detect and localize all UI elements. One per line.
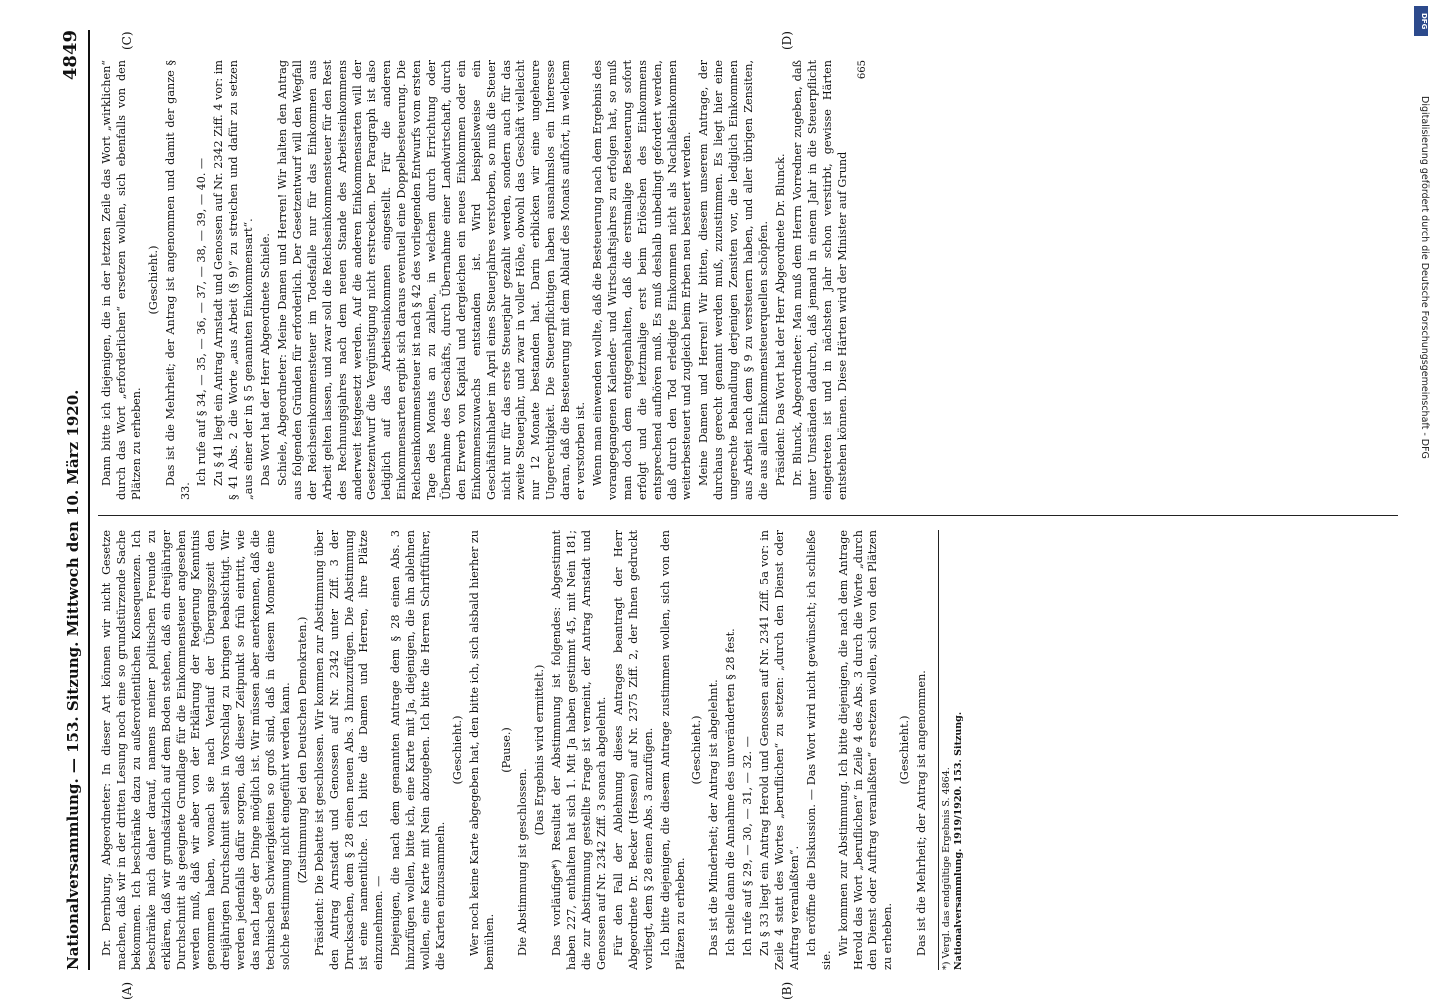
paragraph: Zu § 33 liegt ein Antrag Herold und Genossen auf Nr. 2341 Ziff. 5a vor: in Zeile 4 statt des Wortes „beruflichen“ zu setzen: „durch den Dienst oder Auftrag veranlaßten“. xyxy=(758,530,801,970)
paragraph: Ich stelle dann die Annahme des unveränderten § 28 fest. xyxy=(724,628,738,956)
paragraph: Präsident: Das Wort hat der Herr Abgeordnete Dr. Blunck. xyxy=(773,153,787,486)
imprint: Nationalversammlung. 1919/1920. 153. Sitzung. xyxy=(953,711,965,970)
page-number: 4849 xyxy=(60,30,81,81)
paragraph: Ich eröffne die Diskussion. — Das Wort wird nicht gewünscht; ich schließe sie. xyxy=(804,530,833,970)
paragraph: Dr. Blunck, Abgeordneter: Man muß dem Herrn Vorredner zugeben, daß unter Umständen dadurch, daß jemand in einem Jahr in die Steuerpflicht eingetreten ist und in nächsten Jahr schon verstirbt, gewisse Härten entstehen können. Diese Härten wird der Minister auf Grund xyxy=(790,60,849,500)
paragraph: Ich bitte diejenigen, die diesem Antrage zustimmen wollen, sich von den Plätzen zu erheben. xyxy=(658,530,687,970)
paragraph: Ich rufe auf § 34, — 35, — 36, — 37, — 38, — 39, — 40. — xyxy=(195,157,209,486)
watermark-text: Digitalisierung gefördert durch die Deutsche Forschungsgemeinschaft - DFG xyxy=(1419,96,1430,459)
paragraph: (Zustimmung bei den Deutschen Demokraten.) xyxy=(295,616,309,884)
signature-mark: 665 xyxy=(857,60,869,80)
marker-a: (A) xyxy=(120,981,134,1000)
running-header xyxy=(60,30,90,970)
paragraph: Zu § 41 liegt ein Antrag Arnstadt und Genossen auf Nr. 2342 Ziff. 4 vor: im § 41 Abs. 2 die Worte „aus Arbeit (§ 9)“ zu streichen und dafür zu setzen „aus einer der in § 5 genannten Einkommensart“. xyxy=(212,60,256,500)
paragraph: (Das Ergebnis wird ermittelt.) xyxy=(533,664,547,836)
marker-c: (C) xyxy=(120,31,134,50)
footnote-text: *) Vergl. das endgültige Ergebnis S. 4864. xyxy=(941,767,953,970)
left-column xyxy=(100,530,1410,970)
paragraph: Meine Damen und Herren! Wir bitten, diesem unserem Antrage, der durchaus gerecht genannt werden muß, zuzustimmen. Es liegt hier eine ungerechte Behandlung derjenigen Zensiten vor, die lediglich Einkommen aus Arbeit nach dem § 9 zu versteuern haben, und aller übrigen Zensiten, die aus allen Einkommensteuerquellen schöpfen. xyxy=(697,60,770,500)
paragraph: (Pause.) xyxy=(499,727,513,773)
paragraph: Für den Fall der Ablehnung dieses Antrages beantragt der Herr Abgeordnete Dr. Becker (Hessen) auf Nr. 2375 Ziff. 2, der Ihnen gedruckt vorliegt, dem § 28 einen Abs. 3 anzufügen. xyxy=(611,530,655,970)
paragraph: Präsident: Die Debatte ist geschlossen. Wir kommen zur Abstimmung über den Antrag Arnstadt und Genossen auf Nr. 2342 unter Ziff. 3 der Drucksachen, dem § 28 einen neuen Abs. 3 hinzuzufügen. Die Abstimmung ist eine namentliche. Ich bitte die Damen und Herren, ihre Plätze einzunehmen. — xyxy=(312,530,386,970)
paragraph: Wer noch keine Karte abgegeben hat, den bitte ich, sich alsbald hierher zu bemühen. xyxy=(467,530,496,970)
paragraph: Schiele, Abgeordneter: Meine Damen und Herren! Wir halten den Antrag aus folgenden Gründen für erforderlich. Der Gesetzentwurf will den Wegfall der Reichseinkommensteuer im Todesfalle nur für das Einkommen aus Arbeit gelten lassen, und zwar soll die Reichseinkommensteuer für den Rest des Rechnungsjahres nach dem neuen Stande des Arbeitseinkommens anderweit festgesetzt werden. Auf die anderen Einkommensarten will der Gesetzentwurf die Vergünstigung nicht erstrecken. Der Paragraph ist also lediglich auf das Arbeitseinkommen eingestellt. Für die anderen Einkommensarten ergibt sich daraus eventuell eine Doppelbesteuerung. Die Reichseinkommensteuer ist nach § 42 des vorliegenden Entwurfs vom ersten Tage des Monats an zu zahlen, in welchem durch Errichtung oder Übernahme des Geschäfts, durch Übernahme einer Landwirtschaft, durch den Erwerb von Kapital und dergleichen ein neues Einkommen oder ein Einkommenszuwachs entstanden ist. Wird beispielsweise ein Geschäftsinhaber im April eines Steuerjahres verstorben, so muß die Steuer nicht nur für das erste Steuerjahr gezahlt werden, sondern auch für das zweite Steuerjahr, und zwar in voller Höhe, obwohl das Geschäft vielleicht nur 12 Monate bestanden hat. Darin erblicken wir eine ungeheure Ungerechtigkeit. Die Steuerpflichtigen haben ausnahmslos ein Interesse daran, daß die Besteuerung mit dem Ablauf des Monats aufhört, in welchem er verstorben ist. xyxy=(275,60,588,500)
paragraph: Das ist die Minderheit; der Antrag ist abgelehnt. xyxy=(707,679,721,956)
marker-d: (D) xyxy=(780,31,794,50)
paragraph: Dr. Dernburg, Abgeordneter: In dieser Art können wir nicht Gesetze machen, daß wir in der dritten Lesung noch eine so grundstürzende Sache bekommen. Ich beschränke dazu zu außerordentlichen Konsequenzen. Ich beschränke mich daher darauf, namens meiner politischen Freunde zu erklären, daß wir grundsätzlich auf dem Boden stehen, daß ein dreijähriger Durchschnitt als geeignete Grundlage für die Einkommensteuer angesehen werden muß, daß wir aber von der Erklärung der Regierung Kenntnis genommen haben, wonach sie nach Verlauf der Übergangszeit den dreijährigen Durchschnitt selbst in Vorschlag zu bringen beabsichtigt. Wir werden jedenfalls dafür sorgen, daß dieser Zeitpunkt so früh eintritt, wie das nach Lage der Dinge möglich ist. Wir müssen aber anerkennen, daß die technischen Schwierigkeiten so groß sind, daß in diesem Momente eine solche Bestimmung nicht eingeführt werden kann. xyxy=(100,530,292,970)
paragraph: Wenn man einwenden wollte, daß die Besteuerung nach dem Ergebnis des vorangegangenen Kalender- und Wirtschaftsjahres zu erfolgen hat, so muß man doch dem entgegenhalten, daß die erstmalige Besteuerung sofort erfolgt und die letztmalige erst beim Erlöschen des Einkommens entsprechend aufhören muß. Es muß deshalb unbedingt gefordert werden, daß durch den Tod erledigte Einkommen nicht als Nachlaßeinkommen weiterbesteuert und zugleich beim Erben neu besteuert werden. xyxy=(591,60,694,500)
paragraph: Das ist die Mehrheit; der Antrag ist angenommen und damit der ganze § 33. xyxy=(163,60,192,500)
paragraph: (Geschieht.) xyxy=(898,715,912,785)
paragraph: (Geschieht.) xyxy=(146,245,160,315)
paragraph: Das Wort hat der Herr Abgeordnete Schiele. xyxy=(259,233,273,486)
paragraph: Dann bitte ich diejenigen, die in der letzten Zeile das Wort „wirklichen“ durch das Wort „erforderlichen“ ersetzen wollen, sich ebenfalls von den Plätzen zu erheben. xyxy=(100,60,143,500)
paragraph: Die Abstimmung ist geschlossen. xyxy=(516,768,530,956)
right-column xyxy=(100,60,1410,500)
paragraph: Das vorläufige*) Resultat der Abstimmung ist folgendes: Abgestimmt haben 227, enthalten hat sich 1. Mit Ja haben gestimmt 45, mit Nein 181; die zur Abstimmung gestellte Frage ist verneint, der Antrag Arnstadt und Genossen auf Nr. 2342 Ziff. 3 sonach abgelehnt. xyxy=(550,530,608,970)
header-title: Nationalversammlung. — 153. Sitzung. Mittwoch den 10. März 1920. xyxy=(64,389,82,970)
paragraph: Wir kommen zur Abstimmung. Ich bitte diejenigen, die nach dem Antrage Herold das Wort „beruflichen“ in Zeile 4 des Abs. 3 durch die Worte „durch den Dienst oder Auftrag veranlaßten“ ersetzen wollen, sich von den Plätzen zu erheben. xyxy=(836,530,895,970)
dfg-logo-icon: DFG xyxy=(1414,6,1428,36)
footnote xyxy=(938,530,965,970)
column-divider xyxy=(98,515,1398,516)
marker-b: (B) xyxy=(780,981,794,1000)
paragraph: (Geschieht.) xyxy=(690,715,704,785)
paragraph: Diejenigen, die nach dem genannten Antrage dem § 28 einen Abs. 3 hinzufügen wollen, bitte ich, eine Karte mit Ja, diejenigen, die ihn ablehnen wollen, eine Karte mit Nein abzugeben. Ich bitte die Herren Schriftführer, die Karten einzusammeln. xyxy=(389,530,447,970)
rotated-document xyxy=(60,30,1420,1000)
paragraph: (Geschieht.) xyxy=(450,715,464,785)
paragraph: Das ist die Mehrheit; der Antrag ist angenommen. xyxy=(915,670,929,956)
paragraph: Ich rufe auf § 29, — 30, — 31, — 32. — xyxy=(741,736,755,956)
dfg-watermark xyxy=(1412,6,1430,996)
